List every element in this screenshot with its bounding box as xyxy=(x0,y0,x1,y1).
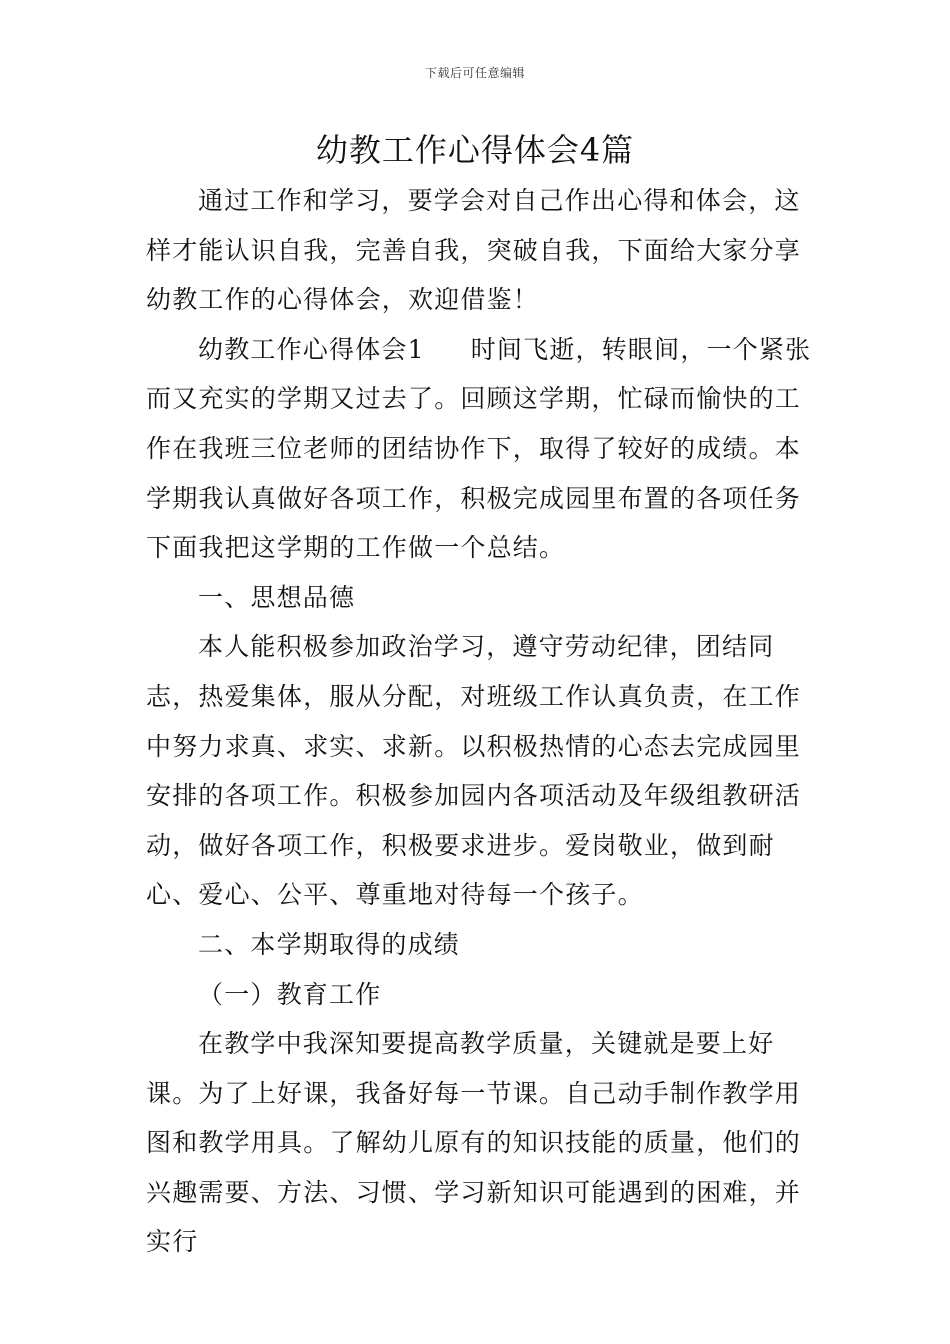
subsection1-paragraph: 在教学中我深知要提高教学质量，关键就是要上好课。为了上好课，我备好每一节课。自己动手制作教学用图和教学用具。了解幼儿原有的知识技能的质量，他们的兴趣需要、方法、习惯、学习新知识可能遇到的困难，并实行 xyxy=(146,1029,802,1257)
section1-paragraph: 本人能积极参加政治学习，遵守劳动纪律，团结同志，热爱集体，服从分配，对班级工作认真负责，在工作中努力求真、求实、求新。以积极热情的心态去完成园里安排的各项工作。积极参加园内各项活动及年级组教研活动，做好各项工作，积极要求进步。爱岗敬业，做到耐心、爱心、公平、尊重地对待每一个孩子。 xyxy=(146,632,802,910)
part1-paragraph xyxy=(146,325,826,573)
section1-heading: 一、思想品德 xyxy=(198,582,356,612)
intro-paragraph: 通过工作和学习，要学会对自己作出心得和体会，这样才能认识自我，完善自我，突破自我，下面给大家分享幼教工作的心得体会，欢迎借鉴！ xyxy=(146,186,802,315)
part1-text: 时间飞逝，转眼间，一个紧张而又充实的学期又过去了。回顾这学期，忙碌而愉快的工作在我班三位老师的团结协作下，取得了较好的成绩。本学期我认真做好各项工作，积极完成园里布置的各项任务下面我把这学期的工作做一个总结。 xyxy=(146,334,812,563)
subsection1-heading: （一）教育工作 xyxy=(198,979,382,1009)
document-body xyxy=(146,176,826,1267)
section2-heading: 二、本学期取得的成绩 xyxy=(198,929,461,959)
document-title: 幼教工作心得体会4篇 xyxy=(315,131,635,169)
part1-heading: 幼教工作心得体会1 xyxy=(198,334,425,364)
header-note: 下载后可任意编辑 xyxy=(424,66,525,80)
